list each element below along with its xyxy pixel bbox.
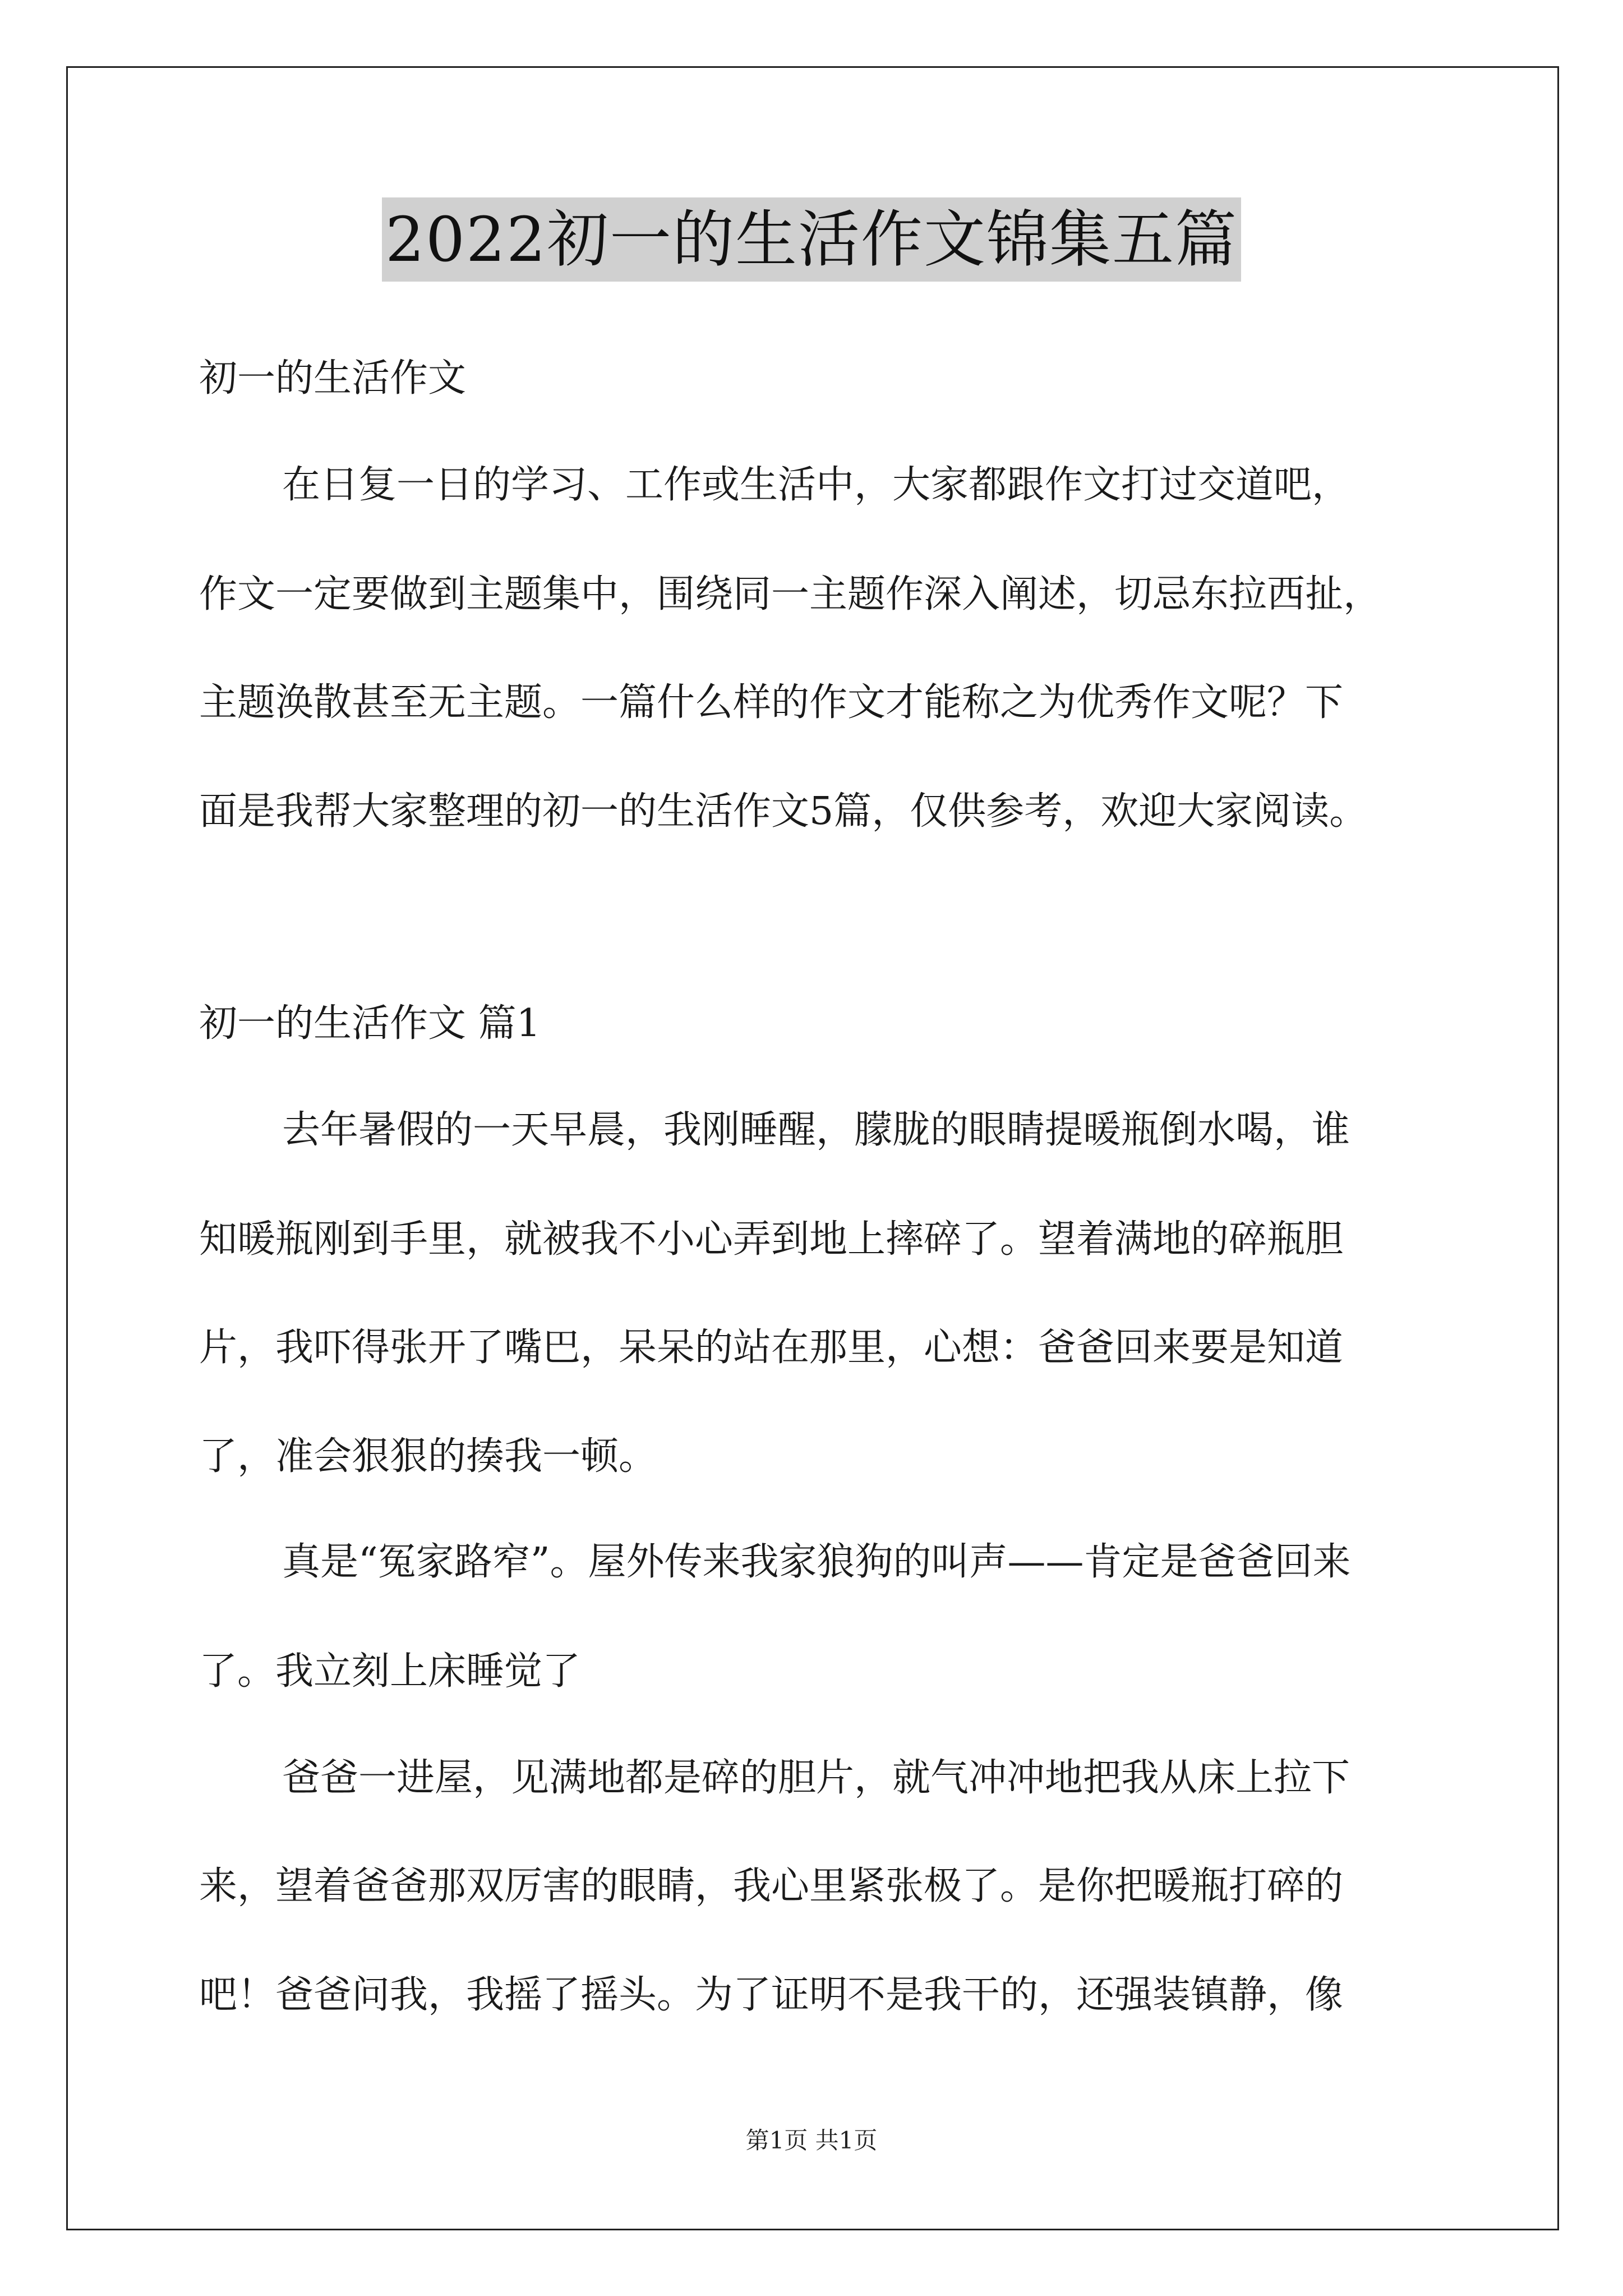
intro-line-3: 主题涣散甚至无主题。一篇什么样的作文才能称之为优秀作文呢？下 <box>199 680 1344 725</box>
title-container <box>0 197 1623 282</box>
para1-line-1: 去年暑假的一天早晨，我刚睡醒，朦胧的眼睛提暖瓶倒水喝，谁 <box>282 1108 1350 1152</box>
para2-line-1: 真是“冤家路窄”。屋外传来我家狼狗的叫声——肯定是爸爸回来 <box>282 1540 1351 1584</box>
intro-line-1: 在日复一日的学习、工作或生活中，大家都跟作文打过交道吧， <box>282 463 1350 507</box>
intro-line-2: 作文一定要做到主题集中，围绕同一主题作深入阐述，切忌东拉西扯， <box>199 572 1382 616</box>
para1-line-3: 片，我吓得张开了嘴巴，呆呆的站在那里，心想：爸爸回来要是知道 <box>199 1326 1344 1370</box>
document-title: 2022初一的生活作文锦集五篇 <box>382 197 1241 282</box>
intro-heading: 初一的生活作文 <box>199 356 467 401</box>
section-heading: 初一的生活作文 篇1 <box>199 1001 541 1046</box>
para1-line-4: 了，准会狠狠的揍我一顿。 <box>199 1434 657 1479</box>
para3-line-3: 吧！爸爸问我，我摇了摇头。为了证明不是我干的，还强装镇静，像 <box>199 1973 1344 2017</box>
para3-line-2: 来，望着爸爸那双厉害的眼睛，我心里紧张极了。是你把暖瓶打碎的 <box>199 1864 1344 1908</box>
intro-line-4: 面是我帮大家整理的初一的生活作文5篇，仅供参考，欢迎大家阅读。 <box>199 789 1368 834</box>
para1-line-2: 知暖瓶刚到手里，就被我不小心弄到地上摔碎了。望着满地的碎瓶胆 <box>199 1217 1344 1262</box>
para2-line-2: 了。我立刻上床睡觉了 <box>199 1649 581 1694</box>
page-footer: 第1页 共1页 <box>745 2127 878 2154</box>
para3-line-1: 爸爸一进屋，见满地都是碎的胆片，就气冲冲地把我从床上拉下 <box>282 1756 1350 1800</box>
